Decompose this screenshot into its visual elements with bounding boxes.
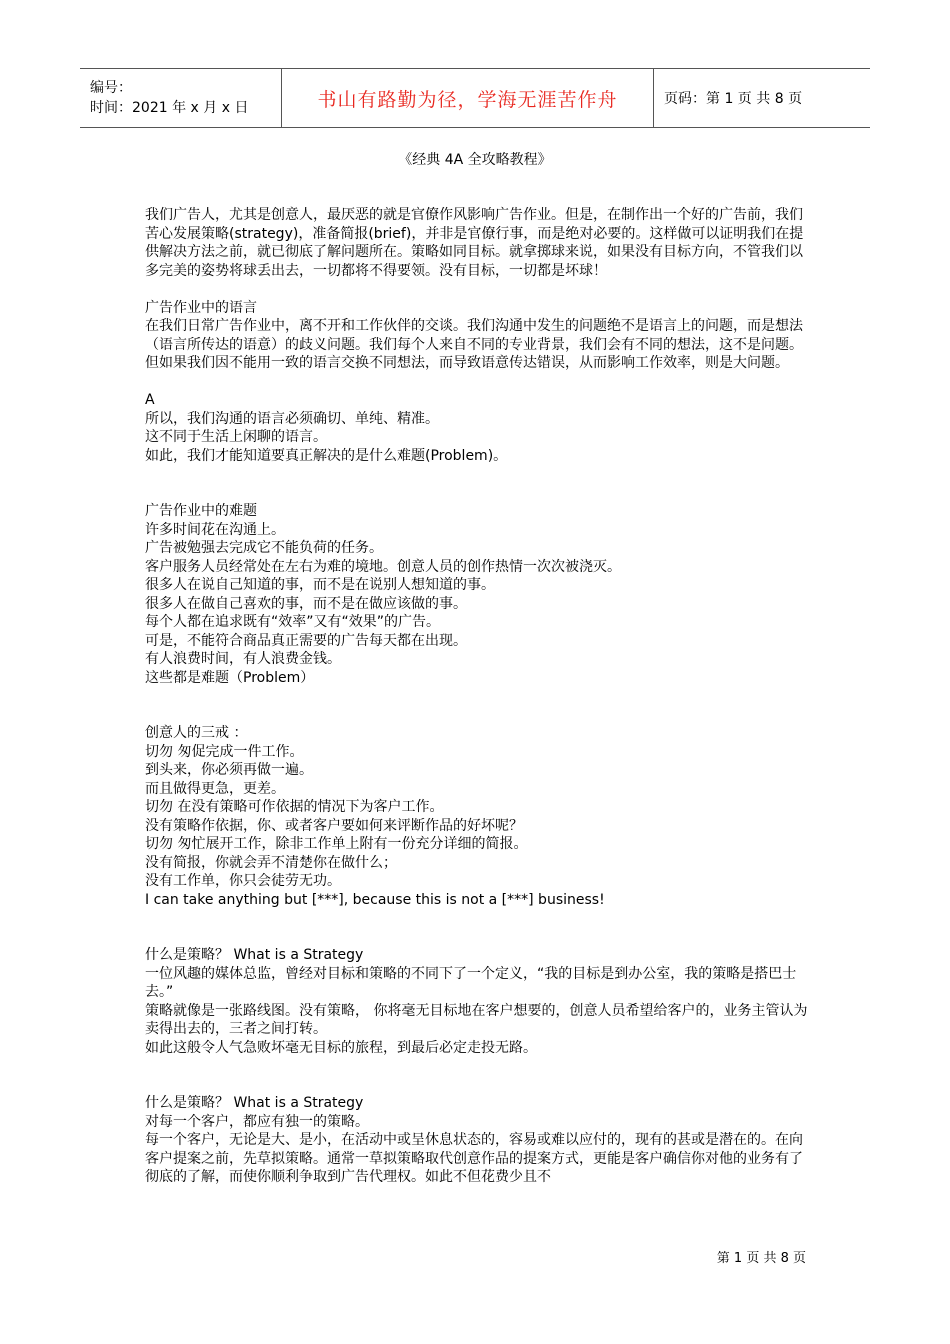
body-paragraph: 如此这般令人气急败坏毫无目标的旅程，到最后必定走投无路。: [145, 1039, 537, 1056]
paragraph-spacer: [145, 909, 815, 946]
body-paragraph: 到头来，你必须再做一遍。: [145, 762, 313, 778]
document-body: [145, 206, 815, 1187]
body-paragraph: 创意人的三戒 ：: [145, 725, 248, 741]
body-paragraph: 所以，我们沟通的语言必须确切、单纯、精准。: [145, 410, 439, 427]
body-paragraph: 切勿 匆促完成一件工作。: [145, 743, 304, 760]
header-page-number: 页码：第 1 页 共 8 页: [664, 91, 803, 107]
body-paragraph: 这些都是难题（Problem）: [145, 669, 315, 686]
header-meta: [80, 69, 281, 127]
document-title: 《经典 4A 全攻略教程》: [398, 152, 552, 168]
paragraph-spacer: [145, 280, 815, 299]
body-paragraph: 许多时间花在沟通上。: [145, 521, 285, 538]
body-paragraph: 有人浪费时间，有人浪费金钱。: [145, 651, 341, 667]
body-paragraph: 很多人在说自己知道的事，而不是在说别人想知道的事。: [145, 577, 495, 593]
header-motto: 书山有路勤为径，学海无涯苦作舟: [281, 69, 654, 127]
paragraph-spacer: [145, 687, 815, 724]
body-paragraph: 一位风趣的媒体总监，曾经对目标和策略的不同下了一个定义，“我的目标是到办公室，我的策略是搭巴士去。”: [145, 965, 797, 1000]
body-paragraph: 而且做得更急，更差。: [145, 780, 285, 797]
body-paragraph: 策略就像是一张路线图。没有策略， 你将毫无目标地在客户想要的，创意人员希望给客户的，业务主管认为卖得出去的，三者之间打转。: [145, 1002, 808, 1037]
body-paragraph: 如此，我们才能知道要真正解决的是什么难题(Problem)。: [145, 447, 508, 464]
body-paragraph: 每个人都在追求既有“效率”又有“效果”的广告。: [145, 614, 441, 630]
page-header: [80, 68, 870, 128]
body-paragraph: 在我们日常广告作业中，离不开和工作伙伴的交谈。我们沟通中发生的问题绝不是语言上的问题，而是想法 （语言所传达的语意）的歧义问题。我们每个人来自不同的专业背景，我们会有不同的想法，这不是问题。但如果我们因不能用一致的语言交换不同想法，而导致语意传达错误，从而影响工作效率，则是大问题。: [145, 318, 803, 371]
body-paragraph: 可是，不能符合商品真正需要的广告每天都在出现。: [145, 632, 467, 649]
body-paragraph: 这不同于生活上闲聊的语言。: [145, 429, 327, 445]
body-paragraph: 每一个客户，无论是大、是小，在活动中或呈休息状态的，容易或难以应付的，现有的甚或是潜在的。在向客户提案之前，先草拟策略。通常一草拟策略取代创意作品的提案方式，更能是客户确信你对他的业务有了彻底的了解，而使你顺利争取到广告代理权。如此不但花费少且不: [145, 1132, 803, 1185]
body-paragraph: 广告作业中的难题: [145, 503, 257, 519]
document-number: 编号：: [90, 80, 132, 96]
body-paragraph: 什么是策略？ What is a Strategy: [145, 1095, 364, 1111]
paragraph-spacer: [145, 373, 815, 392]
page-footer: 第 1 页 共 8 页: [716, 1251, 806, 1266]
body-paragraph: 广告作业中的语言: [145, 299, 257, 316]
body-paragraph: 切勿 在没有策略可作依据的情况下为客户工作。: [145, 799, 444, 815]
body-paragraph: 客户服务人员经常处在左右为难的境地。创意人员的创作热情一次次被浇灭。: [145, 558, 621, 575]
document-date: 时间：2021 年 x 月 x 日: [90, 100, 249, 116]
body-paragraph: 切勿 匆忙展开工作，除非工作单上附有一份充分详细的简报。: [145, 836, 528, 852]
body-paragraph: 我们广告人，尤其是创意人，最厌恶的就是官僚作风影响广告作业。但是，在制作出一个好的广告前，我们苦心发展策略(strategy)，准备简报(brief)，并非是官僚行事，而是绝对必要的。这样做可以证明我们在提供解决方法之前，就已彻底了解问题所在。策略如同目标。就拿掷球来说，如果没有目标方向，不管我们以多完美的姿势将球丢出去，一切都将不得要领。没有目标，一切都是坏球！: [145, 207, 804, 279]
paragraph-spacer: [145, 1057, 815, 1094]
body-paragraph: 广告被勉强去完成它不能负荷的任务。: [145, 540, 383, 556]
body-paragraph: 没有工作单，你只会徒劳无功。: [145, 873, 341, 889]
body-paragraph: 没有简报，你就会弄不清楚你在做什么；: [145, 854, 397, 871]
body-paragraph: 对每一个客户，都应有独一的策略。: [145, 1113, 369, 1130]
body-paragraph: 很多人在做自己喜欢的事，而不是在做应该做的事。: [145, 595, 467, 612]
body-paragraph: 什么是策略？ What is a Strategy: [145, 947, 364, 963]
body-paragraph: I can take anything but [***], because this is not a [***] business!: [145, 891, 605, 908]
body-paragraph: 没有策略作依据，你、或者客户要如何来评断作品的好坏呢？: [145, 817, 523, 834]
paragraph-spacer: [145, 465, 815, 502]
body-paragraph: A: [145, 392, 155, 408]
